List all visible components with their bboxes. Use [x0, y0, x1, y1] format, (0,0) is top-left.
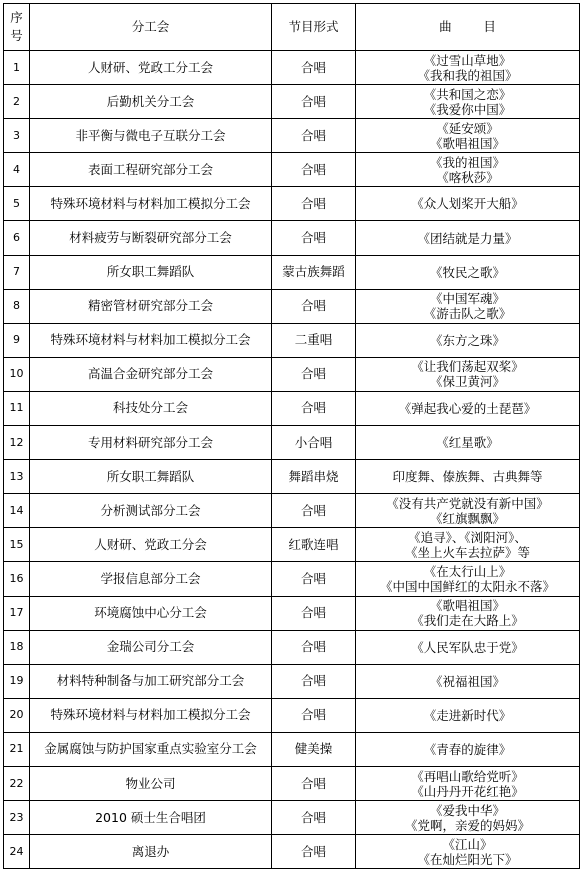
union-name: 分析测试部分工会 [30, 494, 272, 528]
song-title: 《红星歌》 [436, 435, 499, 451]
header-songs: 曲 目 [356, 4, 580, 51]
row-number: 21 [4, 732, 30, 766]
row-number: 2 [4, 85, 30, 119]
union-name: 人财研、党政工分工会 [30, 51, 272, 85]
song-list [356, 357, 580, 391]
row-number: 5 [4, 187, 30, 221]
song-title: 《人民军队忠于党》 [411, 639, 524, 655]
table-row [4, 221, 580, 255]
program-form: 合唱 [272, 357, 356, 391]
song-title: 《红旗飘飘》 [429, 510, 505, 526]
program-form: 合唱 [272, 391, 356, 425]
table-row [4, 119, 580, 153]
song-title: 印度舞、傣族舞、古典舞等 [392, 469, 543, 485]
header-form: 节目形式 [272, 4, 356, 51]
row-number: 7 [4, 255, 30, 289]
song-list [356, 732, 580, 766]
song-title: 《江山》 [442, 836, 493, 852]
table-row [4, 562, 580, 596]
row-number: 8 [4, 289, 30, 323]
table-row [4, 426, 580, 460]
row-number: 16 [4, 562, 30, 596]
song-list [356, 630, 580, 664]
row-number: 13 [4, 460, 30, 494]
table-row [4, 289, 580, 323]
row-number: 6 [4, 221, 30, 255]
union-name: 特殊环境材料与材料加工模拟分工会 [30, 187, 272, 221]
song-list [356, 562, 580, 596]
program-form: 合唱 [272, 664, 356, 698]
program-form: 合唱 [272, 153, 356, 187]
union-name: 表面工程研究部分工会 [30, 153, 272, 187]
row-number: 4 [4, 153, 30, 187]
song-list [356, 119, 580, 153]
song-title: 《共和国之恋》 [423, 86, 512, 102]
table-row [4, 732, 580, 766]
program-form: 合唱 [272, 562, 356, 596]
song-title: 《在灿烂阳光下》 [417, 851, 518, 867]
table-row [4, 187, 580, 221]
song-title: 《弹起我心爱的土琵琶》 [398, 400, 537, 416]
table-row [4, 255, 580, 289]
song-list [356, 664, 580, 698]
row-number: 22 [4, 766, 30, 800]
union-name: 科技处分工会 [30, 391, 272, 425]
song-title: 《延安颂》 [436, 120, 499, 136]
song-list [356, 460, 580, 494]
song-title: 《我们走在大路上》 [411, 613, 524, 629]
song-title: 《我爱你中国》 [423, 101, 512, 117]
song-title: 《山丹丹开花红艳》 [411, 783, 524, 799]
song-list [356, 323, 580, 357]
row-number: 1 [4, 51, 30, 85]
program-form: 合唱 [272, 221, 356, 255]
song-title: 《众人划桨开大船》 [411, 196, 524, 212]
song-title: 《歌唱祖国》 [429, 598, 505, 614]
row-number: 23 [4, 801, 30, 835]
program-form: 合唱 [272, 801, 356, 835]
union-name: 后勤机关分工会 [30, 85, 272, 119]
song-title: 《追寻》、《浏阳河》、 [408, 529, 527, 545]
song-title: 《青春的旋律》 [423, 741, 512, 757]
song-title: 《在太行山上》 [423, 563, 512, 579]
song-title: 《没有共产党就没有新中国》 [386, 495, 549, 511]
song-list [356, 187, 580, 221]
program-form: 合唱 [272, 630, 356, 664]
union-name: 学报信息部分工会 [30, 562, 272, 596]
header-row [4, 4, 580, 51]
row-number: 17 [4, 596, 30, 630]
song-title: 《游击队之歌》 [423, 306, 512, 322]
song-list [356, 766, 580, 800]
row-number: 20 [4, 698, 30, 732]
program-form: 合唱 [272, 85, 356, 119]
song-title: 《坐上火车去拉萨》等 [404, 544, 530, 560]
union-name: 专用材料研究部分工会 [30, 426, 272, 460]
song-title: 《中国中国鲜红的太阳永不落》 [379, 578, 555, 594]
song-list [356, 391, 580, 425]
song-list [356, 596, 580, 630]
union-name: 材料疲劳与断裂研究部分工会 [30, 221, 272, 255]
song-title: 《我的祖国》 [429, 154, 505, 170]
program-form: 二重唱 [272, 323, 356, 357]
song-list [356, 153, 580, 187]
union-name: 精密管材研究部分工会 [30, 289, 272, 323]
program-form: 合唱 [272, 766, 356, 800]
union-name: 所女职工舞蹈队 [30, 255, 272, 289]
header-union: 分工会 [30, 4, 272, 51]
song-list [356, 698, 580, 732]
song-title: 《歌唱祖国》 [429, 135, 505, 151]
table-row [4, 85, 580, 119]
song-title: 《牧民之歌》 [429, 264, 505, 280]
program-form: 合唱 [272, 289, 356, 323]
song-title: 《党啊，亲爱的妈妈》 [404, 817, 530, 833]
union-name: 高温合金研究部分工会 [30, 357, 272, 391]
program-table [3, 3, 580, 869]
row-number: 3 [4, 119, 30, 153]
table-row [4, 766, 580, 800]
song-list [356, 835, 580, 869]
table-row [4, 801, 580, 835]
program-form: 合唱 [272, 698, 356, 732]
union-name: 特殊环境材料与材料加工模拟分工会 [30, 698, 272, 732]
song-title: 《走进新时代》 [423, 707, 512, 723]
row-number: 11 [4, 391, 30, 425]
song-list [356, 289, 580, 323]
song-list [356, 494, 580, 528]
table-row [4, 698, 580, 732]
union-name: 金属腐蚀与防护国家重点实验室分工会 [30, 732, 272, 766]
header-number: 序 号 [4, 4, 30, 51]
union-name: 物业公司 [30, 766, 272, 800]
union-name: 金瑞公司分工会 [30, 630, 272, 664]
program-form: 舞蹈串烧 [272, 460, 356, 494]
table-row [4, 596, 580, 630]
song-title: 《过雪山草地》 [423, 52, 512, 68]
song-list [356, 801, 580, 835]
table-row [4, 460, 580, 494]
program-form: 合唱 [272, 494, 356, 528]
row-number: 10 [4, 357, 30, 391]
row-number: 12 [4, 426, 30, 460]
song-title: 《东方之珠》 [429, 332, 505, 348]
table-row [4, 153, 580, 187]
program-form: 红歌连唱 [272, 528, 356, 562]
row-number: 15 [4, 528, 30, 562]
table-row [4, 630, 580, 664]
table-row [4, 391, 580, 425]
song-title: 《喀秋莎》 [436, 169, 499, 185]
program-form: 健美操 [272, 732, 356, 766]
song-list [356, 221, 580, 255]
row-number: 24 [4, 835, 30, 869]
song-title: 《再唱山歌给党听》 [411, 768, 524, 784]
table-row [4, 664, 580, 698]
table-row [4, 357, 580, 391]
song-title: 《让我们荡起双桨》 [411, 359, 524, 375]
program-form: 合唱 [272, 835, 356, 869]
union-name: 离退办 [30, 835, 272, 869]
song-title: 《团结就是力量》 [417, 230, 518, 246]
song-list [356, 255, 580, 289]
program-form: 合唱 [272, 187, 356, 221]
program-form: 合唱 [272, 51, 356, 85]
program-form: 合唱 [272, 119, 356, 153]
union-name: 环境腐蚀中心分工会 [30, 596, 272, 630]
row-number: 9 [4, 323, 30, 357]
table-row [4, 494, 580, 528]
program-form: 合唱 [272, 596, 356, 630]
row-number: 19 [4, 664, 30, 698]
union-name: 所女职工舞蹈队 [30, 460, 272, 494]
song-list [356, 85, 580, 119]
song-title: 《保卫黄河》 [429, 374, 505, 390]
union-name: 非平衡与微电子互联分工会 [30, 119, 272, 153]
row-number: 18 [4, 630, 30, 664]
row-number: 14 [4, 494, 30, 528]
song-title: 《我和我的祖国》 [417, 67, 518, 83]
song-title: 《爱我中华》 [429, 802, 505, 818]
song-list [356, 426, 580, 460]
program-form: 蒙古族舞蹈 [272, 255, 356, 289]
song-title: 《祝福祖国》 [429, 673, 505, 689]
song-title: 《中国军魂》 [429, 291, 505, 307]
union-name: 材料特种制备与加工研究部分工会 [30, 664, 272, 698]
song-list [356, 528, 580, 562]
program-form: 小合唱 [272, 426, 356, 460]
union-name: 特殊环境材料与材料加工模拟分工会 [30, 323, 272, 357]
table-row [4, 528, 580, 562]
song-list [356, 51, 580, 85]
table-row [4, 835, 580, 869]
union-name: 人财研、党政工分会 [30, 528, 272, 562]
table-row [4, 51, 580, 85]
table-row [4, 323, 580, 357]
union-name: 2010 硕士生合唱团 [30, 801, 272, 835]
